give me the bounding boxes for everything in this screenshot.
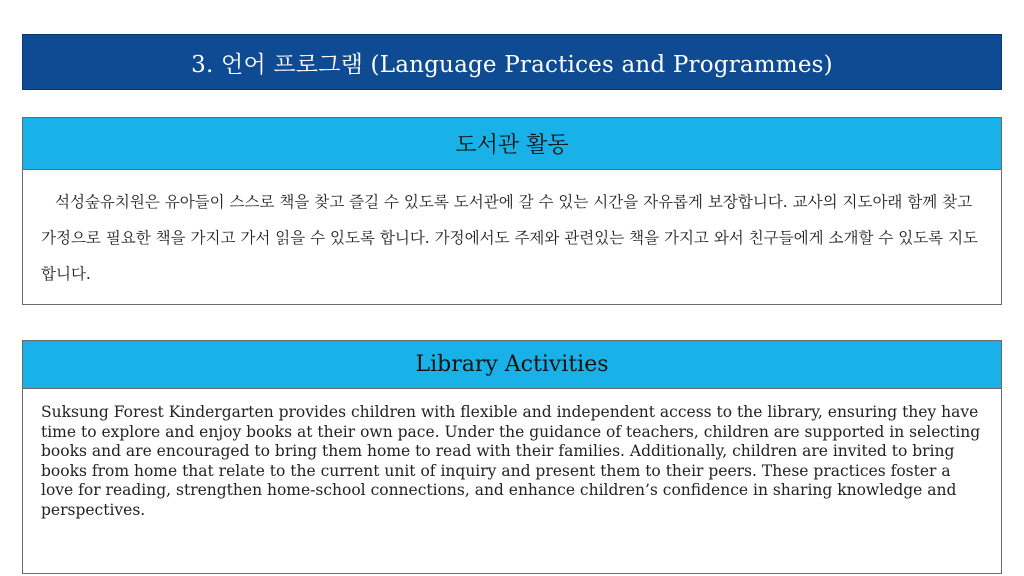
korean-section-body: 석성숲유치원은 유아들이 스스로 책을 찾고 즐길 수 있도록 도서관에 갈 수 있는 시간을 자유롭게 보장합니다. 교사의 지도아래 함께 찾고 가정으로 필요한 책을 가지고 가서 읽을 수 있도록 합니다. 가정에서도 주제와 관련있는 책을 가지고 와서 친구들에게 소개할 수 있도록 지도 합니다.: [41, 193, 979, 283]
english-section-heading: Library Activities: [23, 341, 1001, 389]
page-title: 3. 언어 프로그램 (Language Practices and Programmes): [22, 34, 1002, 90]
english-section-body: Suksung Forest Kindergarten provides children with flexible and independent access to the library, ensuring they have time to explore and enjoy books at their own pace. Under the guidance of teachers, children are supported in selecting books and are encouraged to bring them home to read with their families. Additionally, children are invited to bring books from home that relate to the current unit of inquiry and present them to their peers. These practices foster a love for reading, strengthen home-school connections, and enhance children’s confidence in sharing knowledge and perspectives.: [41, 403, 981, 519]
korean-section-heading: 도서관 활동: [23, 118, 1001, 170]
korean-section: [22, 117, 1002, 305]
english-section: [22, 340, 1002, 574]
